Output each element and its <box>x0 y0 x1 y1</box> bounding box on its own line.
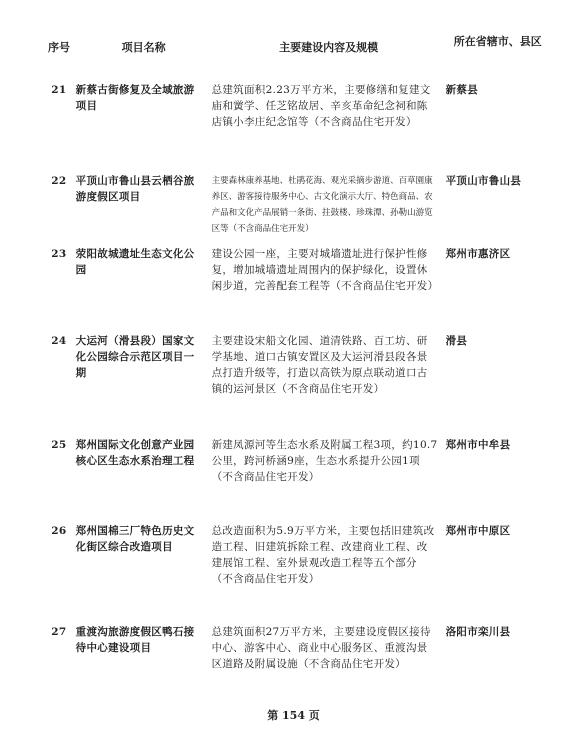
row-content: 总改造面积为5.9万平方米，主要包括旧建筑改造工程、旧建筑拆除工程、改建商业工程、改建展馆工程、室外景观改造工程等五个部分（不含商品住宅开发） <box>211 525 435 585</box>
row-no: 27 <box>51 626 67 638</box>
header-name: 项目名称 <box>121 41 166 54</box>
row-no: 24 <box>51 335 67 347</box>
row-location: 洛阳市栾川县 <box>445 626 511 638</box>
row-content: 总建筑面积27万平方米，主要建设度假区接待中心、游客中心、商业中心服务区、重渡沟景区道路及附属设施（不含商品住宅开发） <box>211 626 431 670</box>
row-location: 平顶山市鲁山县 <box>445 175 522 187</box>
row-name: 重渡沟旅游度假区鸭石接待中心建设项目 <box>75 626 195 654</box>
table-header-row <box>42 34 550 80</box>
row-name: 平顶山市鲁山县云栖谷旅游度假区项目 <box>75 175 195 203</box>
row-content: 主要建设宋船文化园、道清铁路、百工坊、研学基地、道口古镇安置区及大运河滑县段各景点打造升级等，打造以高铁为原点联动道口古镇的运河景区（不含商品住宅开发） <box>211 335 428 395</box>
row-no: 26 <box>51 525 67 537</box>
page-number: 第 154 页 <box>267 709 320 722</box>
row-name: 荥阳故城遗址生态文化公园 <box>75 248 195 276</box>
table-row <box>42 80 550 171</box>
header-content: 主要建设内容及规模 <box>279 41 379 54</box>
row-name: 郑州国际文化创意产业园核心区生态水系治理工程 <box>75 439 195 467</box>
table-row <box>42 244 550 331</box>
row-content: 主要森林康养基地、杜鹃花海、观光采摘步游道、百草園康养区、游客接待服务中心、古文化演示大厅、特色商品、农产品和文化产品展销一条街、拄鼓楼、珍珠潭、孙勒山游览区等（不含商品住宅开发） <box>211 176 433 234</box>
row-location: 郑州市中原区 <box>445 525 511 537</box>
row-name: 新蔡古街修复及全域旅游项目 <box>75 84 195 112</box>
row-content: 总建筑面积2.23万平方米，主要修缮和复建文庙和黉学、任芝铭故居、辛亥革命纪念祠和陈店镇小李庄纪念馆等（不含商品住宅开发） <box>211 84 431 128</box>
row-no: 22 <box>51 175 67 187</box>
row-location: 郑州市中牟县 <box>445 439 511 451</box>
table-row <box>42 521 550 622</box>
row-location: 郑州市惠济区 <box>445 248 511 260</box>
row-name: 郑州国棉三厂特色历史文化街区综合改造项目 <box>75 525 195 553</box>
row-content: 建设公园一座，主要对城墙遗址进行保护性修复，增加城墙遗址周围内的保护绿化，设置休闲步道，完善配套工程等（不含商品住宅开发） <box>211 248 439 292</box>
row-name: 大运河（滑县段）国家文化公园综合示范区项目一期 <box>75 335 195 379</box>
row-no: 21 <box>51 84 67 96</box>
row-location: 新蔡县 <box>445 84 479 96</box>
row-no: 25 <box>51 439 67 451</box>
table-row <box>42 331 550 435</box>
table-row <box>42 171 550 244</box>
table-row <box>42 622 550 702</box>
row-content: 新建凤源河等生态水系及附属工程3项，约10.7公里，跨河桥涵9座，生态水系提升公园1项（不含商品住宅开发） <box>211 439 438 483</box>
table-row <box>42 435 550 521</box>
row-no: 23 <box>51 248 67 260</box>
row-location: 滑县 <box>445 335 468 347</box>
header-location: 所在省辖市、县区 <box>453 35 542 48</box>
project-table <box>42 34 550 702</box>
header-no: 序号 <box>48 41 70 54</box>
